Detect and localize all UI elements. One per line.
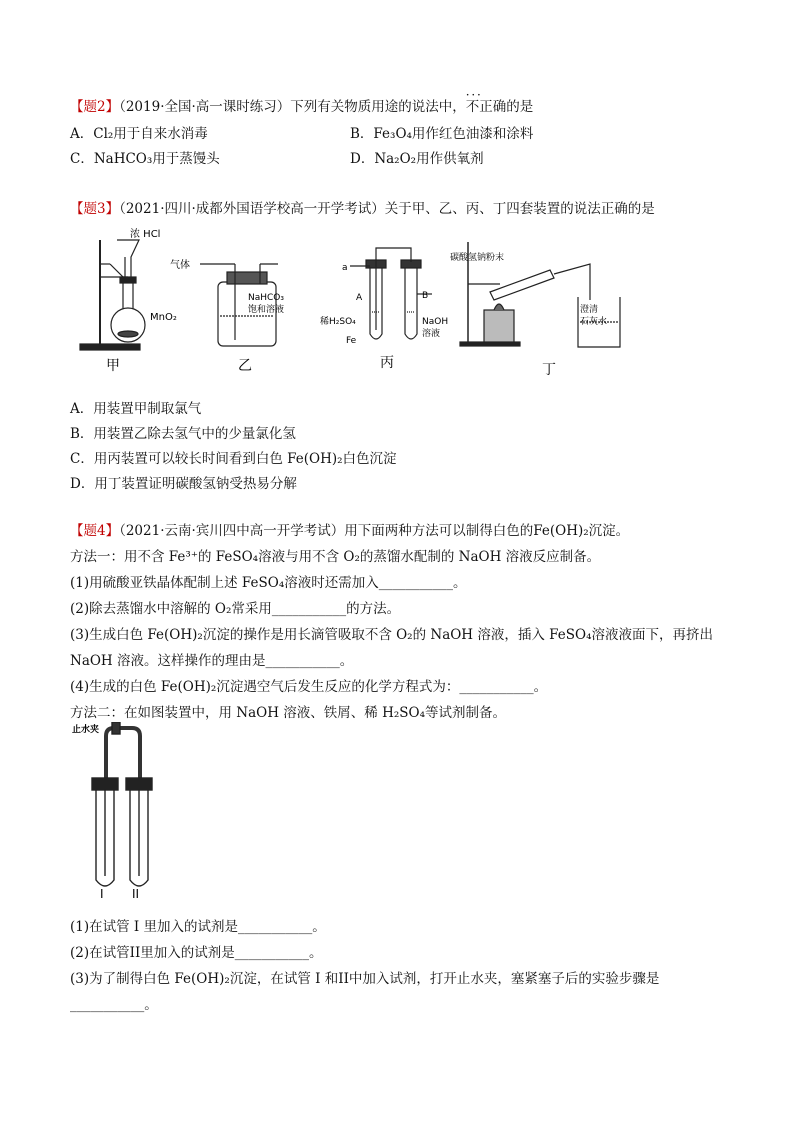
q4-part-1: (1)用硫酸亚铁晶体配制上述 FeSO₄溶液时还需加入___________。 <box>70 575 467 591</box>
tube-I-label: I <box>100 887 104 900</box>
bing-A-label: A <box>356 293 363 303</box>
bing-naoh-label-1: NaOH <box>422 317 449 327</box>
ding-water-label-2: 石灰水 <box>580 317 608 327</box>
q4-m2-part-2: (2)在试管II里加入的试剂是___________。 <box>70 945 323 961</box>
q2-stem <box>70 98 533 116</box>
bing-naoh-label-2: 溶液 <box>422 329 441 339</box>
bing-label: 丙 <box>380 355 394 371</box>
bing-fe-label: Fe <box>346 336 357 346</box>
q2-emphasis: · · · 不正确 <box>466 98 507 116</box>
q2-option-c: C．NaHCO₃用于蒸馒头 <box>70 151 220 167</box>
q4-stem <box>70 522 629 540</box>
q3-tag: 【题3】 <box>70 201 120 217</box>
q4-method-1: 方法一：用不含 Fe³⁺的 FeSO₄溶液与用不含 O₂的蒸馏水配制的 NaOH 溶液反应制备。 <box>70 549 601 565</box>
apparatus-bing <box>350 248 432 339</box>
q4-part-4: (4)生成的白色 Fe(OH)₂沉淀遇空气后发生反应的化学方程式为：___________。 <box>70 679 548 695</box>
yi-label: 乙 <box>238 358 252 374</box>
q3-option-a: A．用装置甲制取氯气 <box>70 401 202 417</box>
q4-part-3a: (3)生成白色 Fe(OH)₂沉淀的操作是用长滴管吸取不含 O₂的 NaOH 溶液，插入 FeSO₄溶液液面下，再挤出 <box>70 627 714 643</box>
q4-part-2: (2)除去蒸馏水中溶解的 O₂常采用___________的方法。 <box>70 601 401 617</box>
q4-method-2: 方法二：在如图装置中，用 NaOH 溶液、铁屑、稀 H₂SO₄等试剂制备。 <box>70 705 506 721</box>
jia-label: 甲 <box>106 358 120 374</box>
q2-option-a: A．Cl₂用于自来水消毒 <box>70 126 208 142</box>
bing-B-label: B <box>422 291 429 301</box>
tube-II-label: II <box>132 887 140 900</box>
q4-apparatus-figure <box>72 722 172 900</box>
q3-stem <box>70 200 655 218</box>
q2-end: 的是 <box>506 99 534 115</box>
clamp-label: 止水夹 <box>72 725 100 735</box>
q4-source: （2021·云南·宾川四中高一开学考试）用下面两种方法可以制得白色的Fe(OH)₂沉淀。 <box>119 523 630 539</box>
bing-h2so4-label: 稀H₂SO₄ <box>320 317 356 327</box>
yi-gas-label: 气体 <box>170 260 190 271</box>
yi-solution-label-1: NaHCO₃ <box>248 293 284 303</box>
q2-source: （2019·全国·高一课时练习）下列有关物质用途的说法中， <box>119 99 466 115</box>
q4-m2-part-1: (1)在试管 I 里加入的试剂是___________。 <box>70 919 326 935</box>
q4-m2-part-3a: (3)为了制得白色 Fe(OH)₂沉淀，在试管 I 和II中加入试剂，打开止水夹，塞紧塞子后的实验步骤是 <box>70 971 660 987</box>
q4-part-3b: NaOH 溶液。这样操作的理由是___________。 <box>70 653 354 669</box>
ding-powder-label: 碳酸氢钠粉末 <box>450 253 505 263</box>
q2-option-d: D．Na₂O₂用作供氧剂 <box>350 151 484 167</box>
apparatus-jia <box>80 240 145 350</box>
q2-tag: 【题2】 <box>70 99 120 115</box>
q3-option-b: B．用装置乙除去氢气中的少量氯化氢 <box>70 426 296 442</box>
q3-option-c: C．用丙装置可以较长时间看到白色 Fe(OH)₂白色沉淀 <box>70 451 397 467</box>
jia-mno2-label: MnO₂ <box>150 312 177 323</box>
ding-label: 丁 <box>542 362 556 378</box>
q2-option-b: B．Fe₃O₄用作红色油漆和涂料 <box>350 126 534 142</box>
q4-tag: 【题4】 <box>70 523 120 539</box>
q3-option-d: D．用丁装置证明碳酸氢钠受热易分解 <box>70 476 297 492</box>
bing-a-label: a <box>342 263 348 273</box>
yi-solution-label-2: 饱和溶液 <box>248 305 285 315</box>
q4-m2-part-3b: ___________。 <box>70 997 158 1013</box>
ding-water-label-1: 澄清 <box>580 305 599 315</box>
jia-hcl-label: 浓 HCl <box>130 229 161 240</box>
q3-apparatus-figure <box>70 222 630 382</box>
q3-source: （2021·四川·成都外国语学校高一开学考试）关于甲、乙、丙、丁四套装置的说法正确的是 <box>119 201 655 217</box>
